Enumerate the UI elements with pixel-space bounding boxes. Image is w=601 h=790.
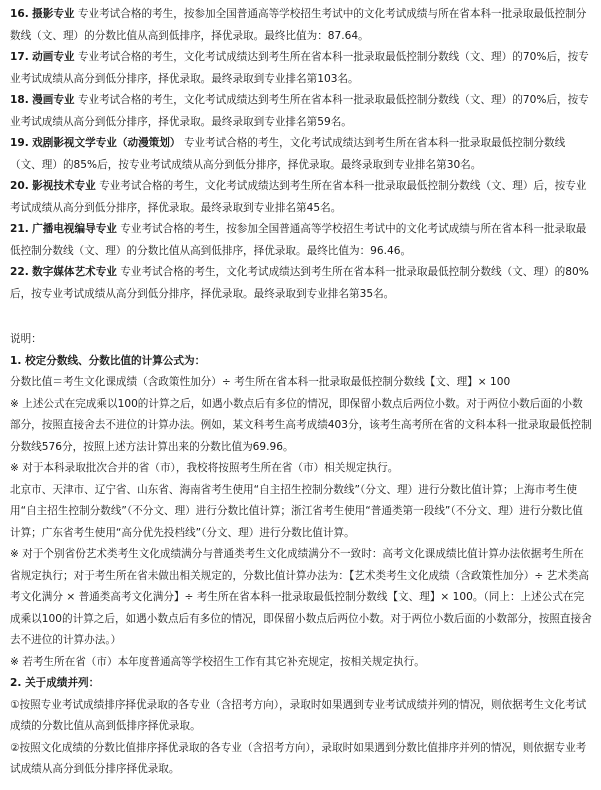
item-number: 17. [10,51,29,63]
program-item-17 [10,47,593,90]
section-1-title: 1. 校定分数线、分数比值的计算公式为： [10,354,206,367]
program-text: 专业考试合格的考生，按参加全国普通高等学校招生考试中的文化考试成绩与所在省本科一批录取最低控制分数线（文、理）的分数比值从高到低排序，择优录取。最终比值为：87.64。 [10,8,587,42]
item-number: 20. [10,180,29,192]
section-2-title: 2. 关于成绩并列： [10,677,100,689]
major-name: 影视技术专业 [32,180,96,192]
program-item-20 [10,176,593,219]
item-number: 22. [10,266,29,278]
major-name: 漫画专业 [32,94,75,106]
major-name: 数字媒体艺术专业 [32,266,117,278]
major-name: 摄影专业 [32,8,75,20]
item-number: 21. [10,223,29,235]
program-item-16 [10,4,593,47]
tie-rule-professional: ①按照专业考试成绩排序择优录取的各专业（含招考方向），录取时如果遇到专业考试成绩并列的情况，则依据考生文化考试成绩的分数比值从高到低排序择优录取。 [10,698,587,732]
program-text: 专业考试合格的考生，文化考试成绩达到考生所在省本科一批录取最低控制分数线（文、理）后，按专业考试成绩从高分到低分排序，择优录取。最终录取到专业排名第45名。 [10,180,587,214]
major-name: 广播电视编导专业 [32,223,117,235]
program-text: 专业考试合格的考生，文化考试成绩达到考生所在省本科一批录取最低控制分数线（文、理）的80%后，按专业考试成绩从高分到低分排序，择优录取。最终录取到专业排名第35名。 [10,266,589,300]
note-province-lines: 北京市、天津市、辽宁省、山东省、海南省考生使用“自主招生控制分数线”（分文、理）进行分数比值计算；上海市考生使用“自主招生控制分数线”（不分文、理）进行分数比值计算；浙江省考生使用“普通类第一段线”（不分文、理）进行分数比值计算；广东省考生使用“高分优先投档线”（分文、理）进行分数比值计算。 [10,483,583,539]
program-item-19 [10,133,593,176]
item-number: 16. [10,8,29,20]
program-text: 专业考试合格的考生，文化考试成绩达到考生所在省本科一批录取最低控制分数线（文、理）的70%后，按专业考试成绩从高分到低分排序，择优录取。最终录取到专业排名第103名。 [10,51,589,85]
program-item-18 [10,90,593,133]
program-text: 专业考试合格的考生，文化考试成绩达到考生所在省本科一批录取最低控制分数线（文、理）的85%后，按专业考试成绩从高分到低分排序，择优录取。最终录取到专业排名第30名。 [10,137,566,171]
note-merged-batch: ※ 对于本科录取批次合并的省（市），我校将按照考生所在省（市）相关规定执行。 [10,462,399,474]
program-text: 专业考试合格的考生，按参加全国普通高等学校招生考试中的文化考试成绩与所在省本科一批录取最低控制分数线（文、理）的分数比值从高到低排序，择优录取。最终比值为：96.46。 [10,223,587,257]
program-item-22 [10,262,593,305]
note-rounding: ※ 上述公式在完成乘以100的计算之后，如遇小数点后有多位的情况，即保留小数点后两位小数。对于两位小数后面的小数部分，按照直接舍去不进位的计算办法。例如，某文科考生高考成绩403分，该考生高考所在省的文科本科一批录取最低控制分数线576分，按照上述方法计算出来的分数比值为69.96。 [10,397,592,453]
program-text: 专业考试合格的考生，文化考试成绩达到考生所在省本科一批录取最低控制分数线（文、理）的70%后，按专业考试成绩从高分到低分排序，择优录取。最终录取到专业排名第59名。 [10,94,589,128]
major-name: 动画专业 [32,51,75,63]
item-number: 18. [10,94,29,106]
note-supplementary: ※ 若考生所在省（市）本年度普通高等学校招生工作有其它补充规定，按相关规定执行。 [10,655,425,668]
note-art-score: ※ 对于个别省份艺术类考生文化成绩满分与普通类考生文化成绩满分不一致时：高考文化课成绩比值计算办法依据考生所在省规定执行；对于考生所在省未做出相关规定的，分数比值计算办法为：【艺术类考生文化成绩（含政策性加分）÷ 艺术类高考文化满分 × 普通类高考文化满分】÷ 考生所在省本科一批录取最低控制分数线【文、理】× 100。（同上：上述公式在完成乘以100的计算之后，如遇小数点后有多位的情况，即保留小数点后两位小数。对于两位小数后面的小数部分，按照直接舍去不进位的计算办法。） [10,548,592,646]
program-item-21 [10,219,593,262]
major-name: 戏剧影视文学专业（动漫策划） [32,137,181,149]
notes-title: 说明： [10,333,42,345]
section-spacer [10,305,593,329]
item-number: 19. [10,137,29,149]
ratio-formula: 分数比值＝考生文化课成绩（含政策性加分）÷ 考生所在省本科一批录取最低控制分数线【文、理】× 100 [10,376,511,388]
tie-rule-cultural: ②按照文化成绩的分数比值排序择优录取的各专业（含招考方向），录取时如果遇到分数比值排序并列的情况，则依据专业考试成绩从高分到低分排序择优录取。 [10,741,587,775]
